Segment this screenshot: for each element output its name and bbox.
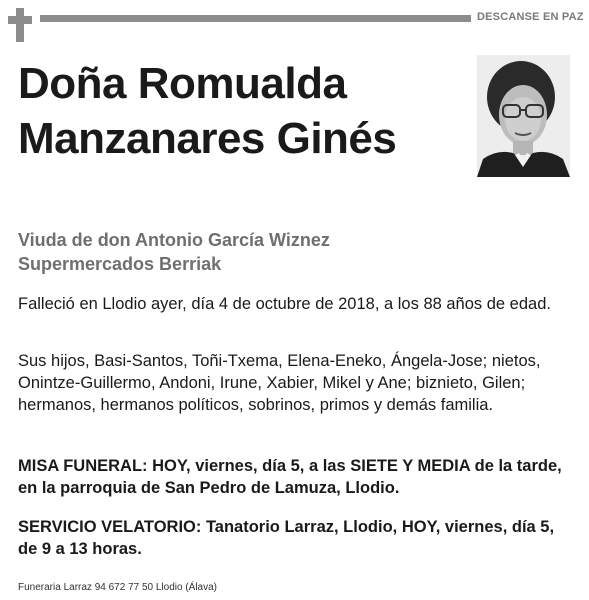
company-line: Supermercados Berriak <box>18 254 222 274</box>
cross-icon <box>8 8 32 42</box>
name-line-1: Doña Romualda <box>18 59 347 108</box>
death-notice: Falleció en Llodio ayer, día 4 de octubre de 2018, a los 88 años de edad. <box>18 295 551 313</box>
wake-service-notice: SERVICIO VELATORIO: Tanatorio Larraz, Llodio, HOY, viernes, día 5, de 9 a 13 horas. <box>18 518 555 558</box>
name-line-2: Manzanares Ginés <box>18 114 397 163</box>
header-label: DESCANSE EN PAZ <box>477 11 584 23</box>
funeral-mass-notice: MISA FUNERAL: HOY, viernes, día 5, a las SIETE Y MEDIA de la tarde, en la parroquia de San Pedro de Lamuza, Llodio. <box>18 457 562 497</box>
family-list: Sus hijos, Basi-Santos, Toñi-Txema, Elena-Eneko, Ángela-Jose; nietos, Onintze-Guillermo, Andoni, Irune, Xabier, Mikel y Ane; biznieto, Gilen; hermanos, hermanos políticos, sobrinos, primos y demás familia. <box>18 352 541 414</box>
header-rule <box>40 15 471 22</box>
subtitle <box>18 228 538 276</box>
widow-of-line: Viuda de don Antonio García Wiznez <box>18 230 330 250</box>
funeral-home-footer: Funeraria Larraz 94 672 77 50 Llodio (Álava) <box>18 582 218 593</box>
portrait-photo <box>477 55 570 177</box>
deceased-name <box>18 56 458 166</box>
